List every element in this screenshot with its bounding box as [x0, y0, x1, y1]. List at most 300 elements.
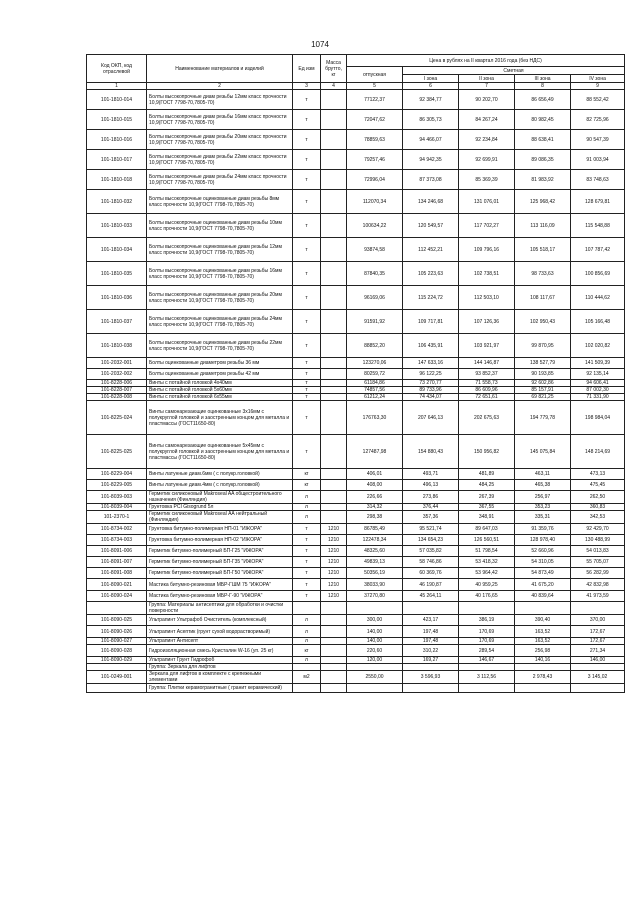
row-mass: [321, 387, 347, 394]
row-unit: т: [293, 334, 321, 358]
row-zone-1-price: 423,17: [403, 615, 459, 626]
row-zone-3-price: 99 870,95: [515, 334, 571, 358]
row-zone-1-price: 109 717,81: [403, 310, 459, 334]
row-zone-4-price: 94 606,41: [571, 380, 625, 387]
row-zone-3-price: 113 116,09: [515, 214, 571, 238]
row-zone-3-price: 54 310,05: [515, 557, 571, 568]
row-zone-4-price: 54 013,83: [571, 546, 625, 557]
table-row: [87, 310, 625, 334]
row-zone-4-price: 370,00: [571, 615, 625, 626]
row-selling-price: 79257,46: [347, 150, 403, 170]
row-name: Мастика битумно-резиновая МБР-Г-90 "ИЖОРА": [147, 591, 293, 602]
table-row: [87, 579, 625, 591]
row-zone-4-price: 90 547,39: [571, 130, 625, 150]
row-zone-1-price: 58 746,86: [403, 557, 459, 568]
row-selling-price: 406,01: [347, 469, 403, 480]
table-row: [87, 358, 625, 369]
row-unit: т: [293, 130, 321, 150]
row-zone-3-price: 256,98: [515, 645, 571, 657]
row-zone-3-price: 86 656,49: [515, 90, 571, 110]
row-zone-3-price: 140,16: [515, 657, 571, 664]
row-zone-1-price: 197,48: [403, 626, 459, 638]
row-code: 101-8090-026: [87, 626, 147, 638]
row-zone-1-price: [403, 664, 459, 671]
row-zone-1-price: 74 434,07: [403, 394, 459, 401]
row-zone-3-price: 40 839,64: [515, 591, 571, 602]
table-row: [87, 435, 625, 469]
row-unit: л: [293, 626, 321, 638]
row-name: Винты латунные диам.4мм ( с полукр.головкой): [147, 480, 293, 491]
row-code: 101-1810-033: [87, 214, 147, 238]
table-row: [87, 602, 625, 615]
row-mass: [321, 638, 347, 645]
row-zone-4-price: 83 748,63: [571, 170, 625, 190]
table-row: [87, 546, 625, 557]
row-name: Болты высокопрочные диам резьбы 20мм класс прочности 10,9(ГОСТ 7798-70,7805-70): [147, 130, 293, 150]
row-selling-price: 112070,34: [347, 190, 403, 214]
header-estimate: Сметная: [403, 67, 625, 75]
row-name: Болты высокопрочные оцинкованные диам резьбы 12мм класс прочности 10,9(ГОСТ 7798-70,7805-70): [147, 238, 293, 262]
row-mass: [321, 511, 347, 524]
row-mass: 1210: [321, 579, 347, 591]
row-zone-1-price: 45 264,11: [403, 591, 459, 602]
row-unit: т: [293, 358, 321, 369]
row-zone-4-price: 110 444,62: [571, 286, 625, 310]
row-zone-3-price: 41 675,20: [515, 579, 571, 591]
row-zone-3-price: 105 518,17: [515, 238, 571, 262]
row-zone-4-price: 42 832,98: [571, 579, 625, 591]
row-mass: [321, 491, 347, 504]
row-mass: [321, 238, 347, 262]
row-unit: кг: [293, 480, 321, 491]
row-mass: [321, 626, 347, 638]
row-zone-3-price: 91 359,76: [515, 524, 571, 535]
row-name: Грунтовка битумно-полимерная НП-01 "ИЖОРА": [147, 524, 293, 535]
row-zone-1-price: 3 596,93: [403, 671, 459, 684]
row-unit: [293, 602, 321, 615]
row-zone-2-price: 109 796,16: [459, 238, 515, 262]
col-number: 3: [293, 83, 321, 90]
row-zone-3-price: 2 978,43: [515, 671, 571, 684]
row-zone-4-price: 87 002,30: [571, 387, 625, 394]
row-mass: [321, 358, 347, 369]
col-number: 1: [87, 83, 147, 90]
row-mass: 1210: [321, 568, 347, 579]
row-zone-4-price: 198 984,04: [571, 401, 625, 435]
row-zone-2-price: 170,69: [459, 638, 515, 645]
row-zone-2-price: 144 146,87: [459, 358, 515, 369]
row-zone-2-price: 348,91: [459, 511, 515, 524]
row-unit: т: [293, 435, 321, 469]
row-unit: т: [293, 546, 321, 557]
row-zone-3-price: 138 527,79: [515, 358, 571, 369]
row-zone-4-price: [571, 602, 625, 615]
row-zone-2-price: 86 609,96: [459, 387, 515, 394]
row-unit: т: [293, 568, 321, 579]
row-unit: т: [293, 524, 321, 535]
row-zone-2-price: 367,55: [459, 504, 515, 511]
row-code: 101-2032-002: [87, 369, 147, 380]
header-zone-4: IV зона: [571, 75, 625, 83]
row-selling-price: 61212,24: [347, 394, 403, 401]
row-mass: [321, 504, 347, 511]
row-name: Болты высокопрочные диам резьбы 12мм класс прочности 10,9(ГОСТ 7798-70,7805-70): [147, 90, 293, 110]
row-code: 101-8039-003: [87, 491, 147, 504]
row-code: 101-1810-018: [87, 170, 147, 190]
row-selling-price: 127487,98: [347, 435, 403, 469]
row-zone-2-price: 117 702,27: [459, 214, 515, 238]
row-zone-3-price: [515, 602, 571, 615]
row-mass: [321, 435, 347, 469]
row-selling-price: 123270,06: [347, 358, 403, 369]
row-code: 101-1810-037: [87, 310, 147, 334]
row-zone-1-price: 105 223,63: [403, 262, 459, 286]
row-zone-2-price: [459, 664, 515, 671]
row-mass: [321, 394, 347, 401]
row-zone-1-price: 60 369,76: [403, 568, 459, 579]
row-mass: [321, 369, 347, 380]
row-zone-1-price: 95 521,74: [403, 524, 459, 535]
row-zone-4-price: [571, 664, 625, 671]
row-zone-3-price: 98 733,63: [515, 262, 571, 286]
row-zone-4-price: 92 135,14: [571, 369, 625, 380]
header-name: Наименование материалов и изделий: [147, 55, 293, 83]
row-selling-price: [347, 664, 403, 671]
col-number: 9: [571, 83, 625, 90]
row-mass: [321, 214, 347, 238]
row-code: [87, 602, 147, 615]
row-zone-1-price: 73 270,77: [403, 380, 459, 387]
row-zone-3-price: 463,11: [515, 469, 571, 480]
row-code: 101-0249-001: [87, 671, 147, 684]
row-selling-price: 96169,06: [347, 286, 403, 310]
row-code: 101-8090-025: [87, 615, 147, 626]
row-code: 101-8228-007: [87, 387, 147, 394]
row-mass: 1210: [321, 557, 347, 568]
row-selling-price: 93874,58: [347, 238, 403, 262]
table-row: [87, 262, 625, 286]
table-row: [87, 557, 625, 568]
row-selling-price: 78859,63: [347, 130, 403, 150]
row-selling-price: 220,60: [347, 645, 403, 657]
row-selling-price: [347, 602, 403, 615]
row-zone-3-price: 465,38: [515, 480, 571, 491]
row-zone-1-price: 134 246,68: [403, 190, 459, 214]
header-code: Код ОКП, код отраслевой: [87, 55, 147, 83]
row-name: Грунтовка битумно-полимерная НП-02 "ИЖОРА": [147, 535, 293, 546]
table-row: [87, 684, 625, 693]
row-selling-price: 91591,92: [347, 310, 403, 334]
row-selling-price: 72047,62: [347, 110, 403, 130]
row-name: Болты высокопрочные диам резьбы 22мм класс прочности 10,9(ГОСТ 7798-70,7805-70): [147, 150, 293, 170]
row-mass: [321, 262, 347, 286]
row-zone-2-price: 93 852,37: [459, 369, 515, 380]
row-zone-2-price: 40 959,25: [459, 579, 515, 591]
table-row: [87, 394, 625, 401]
row-zone-4-price: 100 856,69: [571, 262, 625, 286]
row-zone-4-price: 92 429,70: [571, 524, 625, 535]
row-zone-2-price: 53 418,32: [459, 557, 515, 568]
row-selling-price: 2550,00: [347, 671, 403, 684]
row-zone-3-price: 125 968,42: [515, 190, 571, 214]
header-mass: Масса брутто, кг: [321, 55, 347, 83]
table-row: [87, 90, 625, 110]
row-name: Винты самонарезающие оцинкованные 5х45мм с полукруглой головкой и заостренным концом для металла и пластмассы (ГОСТ11650-80): [147, 435, 293, 469]
row-selling-price: 87840,35: [347, 262, 403, 286]
row-unit: т: [293, 380, 321, 387]
row-mass: 1210: [321, 591, 347, 602]
row-mass: [321, 110, 347, 130]
row-code: 101-1810-035: [87, 262, 147, 286]
row-selling-price: 226,66: [347, 491, 403, 504]
row-selling-price: 72996,04: [347, 170, 403, 190]
row-mass: [321, 310, 347, 334]
col-number: 4: [321, 83, 347, 90]
row-zone-1-price: 94 466,07: [403, 130, 459, 150]
row-unit: т: [293, 238, 321, 262]
row-zone-3-price: 80 982,45: [515, 110, 571, 130]
row-zone-3-price: 90 193,85: [515, 369, 571, 380]
row-unit: т: [293, 369, 321, 380]
row-name: Ультрапинт Грунт Гидрофоб: [147, 657, 293, 664]
table-row: [87, 535, 625, 546]
row-name: Болты высокопрочные диам резьбы 16мм класс прочности 10,9(ГОСТ 7798-70,7805-70): [147, 110, 293, 130]
table-row: [87, 524, 625, 535]
table-row: [87, 170, 625, 190]
row-zone-3-price: 335,31: [515, 511, 571, 524]
row-name: Грунтовка PCI Gisogrund 5л: [147, 504, 293, 511]
row-zone-2-price: 51 798,54: [459, 546, 515, 557]
row-zone-4-price: 271,34: [571, 645, 625, 657]
row-zone-3-price: 390,40: [515, 615, 571, 626]
table-row: [87, 664, 625, 671]
row-zone-4-price: 475,45: [571, 480, 625, 491]
row-selling-price: 314,32: [347, 504, 403, 511]
table-row: [87, 190, 625, 214]
row-unit: т: [293, 394, 321, 401]
row-unit: т: [293, 591, 321, 602]
table-row: [87, 110, 625, 130]
row-zone-2-price: [459, 602, 515, 615]
row-code: 101-8229-005: [87, 480, 147, 491]
col-number: 5: [347, 83, 403, 90]
row-zone-4-price: 130 488,99: [571, 535, 625, 546]
row-unit: т: [293, 90, 321, 110]
row-name: Герметик силиконовый Makroseal АА нейтральный (Финляндия): [147, 511, 293, 524]
row-unit: т: [293, 401, 321, 435]
row-zone-1-price: 112 452,21: [403, 238, 459, 262]
row-zone-3-price: 163,52: [515, 638, 571, 645]
row-zone-3-price: 108 117,67: [515, 286, 571, 310]
row-selling-price: 122478,34: [347, 535, 403, 546]
row-zone-1-price: 120 549,57: [403, 214, 459, 238]
row-code: 101-8090-021: [87, 579, 147, 591]
row-name: Болты высокопрочные оцинкованные диам резьбы 10мм класс прочности 10,9(ГОСТ 7798-70,7805-70): [147, 214, 293, 238]
row-zone-2-price: 386,19: [459, 615, 515, 626]
row-zone-1-price: 154 880,43: [403, 435, 459, 469]
table-row: [87, 615, 625, 626]
row-zone-3-price: [515, 684, 571, 693]
row-unit: л: [293, 638, 321, 645]
row-zone-4-price: 91 003,94: [571, 150, 625, 170]
row-zone-1-price: 89 733,96: [403, 387, 459, 394]
row-mass: [321, 286, 347, 310]
row-selling-price: 50356,19: [347, 568, 403, 579]
row-mass: [321, 170, 347, 190]
row-code: 101-1810-014: [87, 90, 147, 110]
row-selling-price: 176763,30: [347, 401, 403, 435]
row-zone-1-price: 496,13: [403, 480, 459, 491]
row-mass: [321, 130, 347, 150]
row-zone-2-price: 131 076,01: [459, 190, 515, 214]
row-zone-2-price: 150 956,82: [459, 435, 515, 469]
col-number: 6: [403, 83, 459, 90]
row-zone-1-price: 310,22: [403, 645, 459, 657]
row-zone-4-price: 107 787,42: [571, 238, 625, 262]
row-zone-2-price: 170,69: [459, 626, 515, 638]
row-mass: [321, 480, 347, 491]
row-code: 101-1810-016: [87, 130, 147, 150]
row-zone-2-price: 103 921,97: [459, 334, 515, 358]
table-row: [87, 214, 625, 238]
row-mass: [321, 190, 347, 214]
row-name: Мастика битумно-резиновая МБР-ГШМ 75 "ИЖОРА": [147, 579, 293, 591]
row-unit: т: [293, 262, 321, 286]
row-code: 101-8734-003: [87, 535, 147, 546]
row-zone-1-price: 106 435,91: [403, 334, 459, 358]
row-zone-4-price: 56 282,99: [571, 568, 625, 579]
row-zone-1-price: 57 035,82: [403, 546, 459, 557]
row-code: 101-8225-025: [87, 435, 147, 469]
row-unit: т: [293, 150, 321, 170]
row-name: Ультрапинт Асептик (грунт сухой водорастворимый): [147, 626, 293, 638]
row-zone-3-price: 256,97: [515, 491, 571, 504]
row-mass: [321, 684, 347, 693]
row-unit: л: [293, 491, 321, 504]
row-zone-4-price: 342,53: [571, 511, 625, 524]
row-mass: 1210: [321, 546, 347, 557]
row-zone-2-price: 85 369,39: [459, 170, 515, 190]
row-name: Болты высокопрочные диам резьбы 24мм класс прочности 10,9(ГОСТ 7798-70,7805-70): [147, 170, 293, 190]
row-code: 101-8090-024: [87, 591, 147, 602]
row-zone-2-price: 92 699,91: [459, 150, 515, 170]
row-zone-4-price: 82 725,96: [571, 110, 625, 130]
row-selling-price: 140,00: [347, 638, 403, 645]
row-zone-4-price: 360,83: [571, 504, 625, 511]
row-zone-2-price: 84 267,24: [459, 110, 515, 130]
row-code: 101-8091-008: [87, 568, 147, 579]
row-unit: т: [293, 170, 321, 190]
row-selling-price: 77122,37: [347, 90, 403, 110]
row-zone-3-price: 54 873,49: [515, 568, 571, 579]
row-unit: м2: [293, 671, 321, 684]
row-zone-3-price: 163,52: [515, 626, 571, 638]
row-unit: т: [293, 190, 321, 214]
row-zone-2-price: 481,89: [459, 469, 515, 480]
row-name: Винты латунные диам.6мм ( с полукр.головкой): [147, 469, 293, 480]
row-name: Герметик битумно-полимерный БП-Г35 "ИЖОРА": [147, 557, 293, 568]
row-selling-price: 88852,20: [347, 334, 403, 358]
row-name: Группа: Зеркала для лифтов: [147, 664, 293, 671]
row-name: Ультрапинт Антисепт: [147, 638, 293, 645]
row-mass: [321, 469, 347, 480]
table-row: [87, 568, 625, 579]
row-zone-2-price: 126 560,51: [459, 535, 515, 546]
row-zone-2-price: 102 738,51: [459, 262, 515, 286]
row-code: [87, 684, 147, 693]
row-name: Группа: Материалы антисептики для обработки и очистки поверхности: [147, 602, 293, 615]
row-mass: [321, 615, 347, 626]
row-zone-1-price: 94 942,35: [403, 150, 459, 170]
row-code: 101-2032-001: [87, 358, 147, 369]
row-code: 101-8090-027: [87, 638, 147, 645]
row-zone-3-price: 353,23: [515, 504, 571, 511]
row-zone-1-price: 147 633,16: [403, 358, 459, 369]
row-name: Болты высокопрочные оцинкованные диам резьбы 20мм класс прочности 10,9(ГОСТ 7798-70,7805-70): [147, 286, 293, 310]
row-selling-price: [347, 684, 403, 693]
row-zone-1-price: 86 305,73: [403, 110, 459, 130]
table-row: [87, 504, 625, 511]
row-zone-4-price: 105 166,48: [571, 310, 625, 334]
row-mass: [321, 380, 347, 387]
row-selling-price: 38033,90: [347, 579, 403, 591]
row-unit: т: [293, 387, 321, 394]
row-name: Ультрапинт Ультрафоб Очиститель (комплексный): [147, 615, 293, 626]
row-name: Зеркала для лифтов в комплекте с крепежными элементами: [147, 671, 293, 684]
row-code: 101-8228-008: [87, 394, 147, 401]
row-name: Болты высокопрочные оцинкованные диам резьбы 16мм класс прочности 10,9(ГОСТ 7798-70,7805-70): [147, 262, 293, 286]
row-zone-2-price: 53 964,42: [459, 568, 515, 579]
row-code: 101-8039-004: [87, 504, 147, 511]
row-zone-3-price: 145 075,84: [515, 435, 571, 469]
row-zone-1-price: [403, 602, 459, 615]
row-mass: [321, 334, 347, 358]
row-zone-1-price: 46 190,87: [403, 579, 459, 591]
header-zone-3: III зона: [515, 75, 571, 83]
row-zone-4-price: 146,00: [571, 657, 625, 664]
row-name: Болты высокопрочные оцинкованные диам резьбы 22мм класс прочности 10,9(ГОСТ 7798-70,7805-70): [147, 334, 293, 358]
row-zone-3-price: 194 779,78: [515, 401, 571, 435]
row-zone-3-price: 69 821,25: [515, 394, 571, 401]
row-unit: т: [293, 579, 321, 591]
row-zone-4-price: 141 509,39: [571, 358, 625, 369]
col-number: 7: [459, 83, 515, 90]
row-zone-2-price: 40 176,65: [459, 591, 515, 602]
row-zone-3-price: 92 602,86: [515, 380, 571, 387]
row-unit: кг: [293, 469, 321, 480]
row-zone-3-price: 89 086,35: [515, 150, 571, 170]
row-zone-2-price: [459, 684, 515, 693]
row-zone-4-price: 88 552,42: [571, 90, 625, 110]
row-zone-4-price: 3 145,02: [571, 671, 625, 684]
row-name: Винты с потайной головкой 6х55мм: [147, 394, 293, 401]
row-mass: [321, 90, 347, 110]
row-name: Болты оцинкованные диаметром резьбы 42 мм: [147, 369, 293, 380]
row-mass: [321, 401, 347, 435]
row-selling-price: 61184,86: [347, 380, 403, 387]
row-zone-1-price: 115 224,72: [403, 286, 459, 310]
row-zone-2-price: 202 675,63: [459, 401, 515, 435]
row-unit: т: [293, 110, 321, 130]
row-code: 101-1810-034: [87, 238, 147, 262]
row-zone-2-price: 289,54: [459, 645, 515, 657]
row-code: 101-8228-006: [87, 380, 147, 387]
row-zone-4-price: 71 331,90: [571, 394, 625, 401]
row-name: Винты с потайной головкой 5х60мм: [147, 387, 293, 394]
row-zone-3-price: 81 983,92: [515, 170, 571, 190]
row-code: 101-1810-032: [87, 190, 147, 214]
row-name: Болты высокопрочные оцинкованные диам резьбы 8мм класс прочности 10,9(ГОСТ 7798-70,7805-70): [147, 190, 293, 214]
